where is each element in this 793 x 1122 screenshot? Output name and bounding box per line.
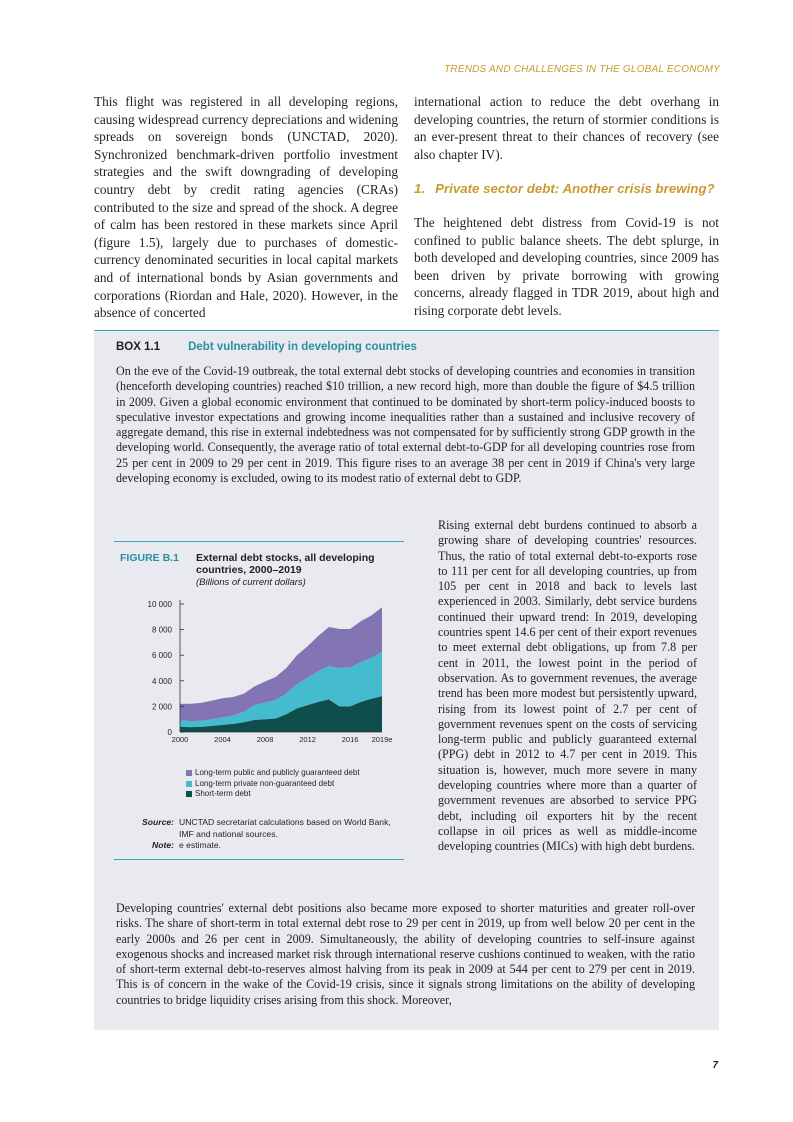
figure-header (114, 550, 404, 594)
y-tick-label: 6 000 (151, 651, 172, 661)
figure-subtitle: (Billions of current dollars) (196, 577, 306, 588)
legend-swatch (186, 781, 192, 787)
section-heading (414, 180, 719, 198)
figure-label: FIGURE B.1 (120, 552, 179, 564)
note-text: e estimate. (179, 840, 222, 850)
x-tick-label: 2016 (341, 735, 359, 744)
source-text: UNCTAD secretariat calculations based on World Bank, IMF and national sources. (179, 817, 391, 839)
x-tick-label: 2004 (214, 735, 231, 744)
box-1-1 (94, 330, 719, 1030)
body-paragraph-right-1: international action to reduce the debt overhang in developing countries, the return of stormier conditions is an ever-present threat to their chances of recovery (see also chapter IV). (414, 94, 719, 162)
legend-item (186, 779, 360, 790)
legend-item (186, 768, 360, 779)
y-tick-label: 10 000 (147, 600, 172, 609)
body-paragraph-left: This flight was registered in all developing regions, causing widespread currency depreciations and widening spreads on sovereign bonds (UNCTAD, 2020). Synchronized benchmark-driven portfolio investment strategies and the swift downgrading of developing country debt by credit rating agencies (CRAs) contributed to the size and spread of the shock. A degree of calm has been restored in these markets since April (figure 1.5), largely due to purchases of domestic-currency denominated securities in local capital markets and of international bonds by Asian governments and corporations (Riordan and Hale, 2020). However, in the absence of concerted (94, 94, 398, 321)
box-paragraph-3: Developing countries' external debt positions also became more exposed to shorter maturities and greater roll-over risks. The share of short-term in total external debt rose to 29 per cent in 2019, up from well below 20 per cent in the early 2000s and 26 per cent in 2009. Simultaneously, the ability of developing countries to self-insure against exogenous shocks and increased market risk through international reserve cushions continued to weaken, with the ratio of short-term external debt-to-reserves almost halving from its peak in 2009 at 544 per cent to 279 per cent in 2019. This is of concern in the wake of the Covid-19 crisis, since it signals strong limitations on the ability of developing countries to bridge liquidity crises arising from this shock. Moreover, (116, 901, 695, 1007)
box-label: BOX 1.1 (116, 341, 161, 353)
legend-label: Short-term debt (195, 789, 251, 798)
legend-swatch (186, 770, 192, 776)
body-paragraph-right-2: The heightened debt distress from Covid-19 is not confined to public balance sheets. The debt splurge, in both developed and developing countries, since 2009 has been driven by private borrowing with growing concerns, already flagged in TDR 2019, about high and rising corporate debt levels. (414, 214, 719, 318)
box-paragraph-2: Rising external debt burdens continued to absorb a growing share of developing countries' resources. Thus, the ratio of total external debt-to-exports rose to 111 per cent for all developing countries, up from 105 per cent in 2018 and back to levels last experienced in 2003. Similarly, debt service burdens continued their upward trend: In 2019, developing countries spent 14.6 per cent of their export revenues to meet external debt obligations, up from 7.8 per cent in 2011, the lowest point in the period of observation. As to government revenues, the average trend has been more modest but persistently upward, rising from its lowest point of 2.7 per cent of government revenues spent on the costs of servicing long-term public and publicly guaranteed external (PPG) debt in 2012 to 4.7 per cent in 2019. This situation is, however, much more severe in many developing countries where more than a quarter of government revenues are absorbed to service PPG debt, including oil exporters hit by the recent collapse in oil prices as well as middle-income developing countries (MICs) with high debt burdens. (438, 518, 697, 854)
figure-b1 (114, 541, 404, 850)
section-title: Private sector debt: Another crisis brewing? (435, 181, 715, 197)
y-tick-label: 4 000 (151, 676, 172, 686)
x-tick-label: 2000 (171, 735, 189, 744)
figure-top-rule (114, 541, 404, 542)
figure-bottom-rule (114, 859, 404, 860)
x-tick-label: 2019e (371, 735, 393, 744)
note-label: Note: (152, 840, 174, 850)
legend-label: Long-term private non-guaranteed debt (195, 778, 335, 788)
chart-legend (186, 768, 360, 800)
y-tick-label: 8 000 (151, 625, 172, 635)
running-header: TRENDS AND CHALLENGES IN THE GLOBAL ECONOMY (444, 64, 720, 75)
section-number: 1. (414, 181, 426, 197)
right-column (414, 93, 719, 320)
x-tick-label: 2008 (256, 735, 274, 744)
box-header (116, 341, 417, 353)
legend-label: Long-term public and publicly guaranteed debt (195, 768, 360, 777)
x-tick-label: 2012 (299, 735, 316, 744)
y-tick-label: 2 000 (151, 702, 172, 712)
area-chart (114, 596, 404, 761)
page-number: 7 (712, 1060, 718, 1071)
source-label: Source: (142, 817, 174, 827)
figure-source (114, 817, 404, 852)
legend-item (186, 789, 360, 800)
box-paragraph-1: On the eve of the Covid-19 outbreak, the total external debt stocks of developing countries and economies in transition (henceforth developing countries) reached $10 trillion, a new record high, more than double the figure of $4.5 trillion in 2009. Given a global economic environment that continued to be dominated by short-term policy-induced boosts to speculative investor expectations and growing income inequalities rather than a sustained and inclusive recovery of aggregate demand, this rise in external indebtedness was not compensated for by sufficiently strong GDP growth in the developing world. Consequently, the average ratio of total external debt-to-GDP for all developing countries rose from 25 per cent in 2009 to 29 per cent in 2019. This figure rises to an average 38 per cent in 2019 if China's very large developing economy is excluded, owing to its modest ratio of external debt to GDP. (116, 364, 695, 486)
y-tick-label: 0 (167, 728, 172, 737)
figure-title: External debt stocks, all developing countries, 2000–2019 (196, 552, 375, 576)
legend-swatch (186, 791, 192, 797)
box-title: Debt vulnerability in developing countries (188, 341, 417, 353)
